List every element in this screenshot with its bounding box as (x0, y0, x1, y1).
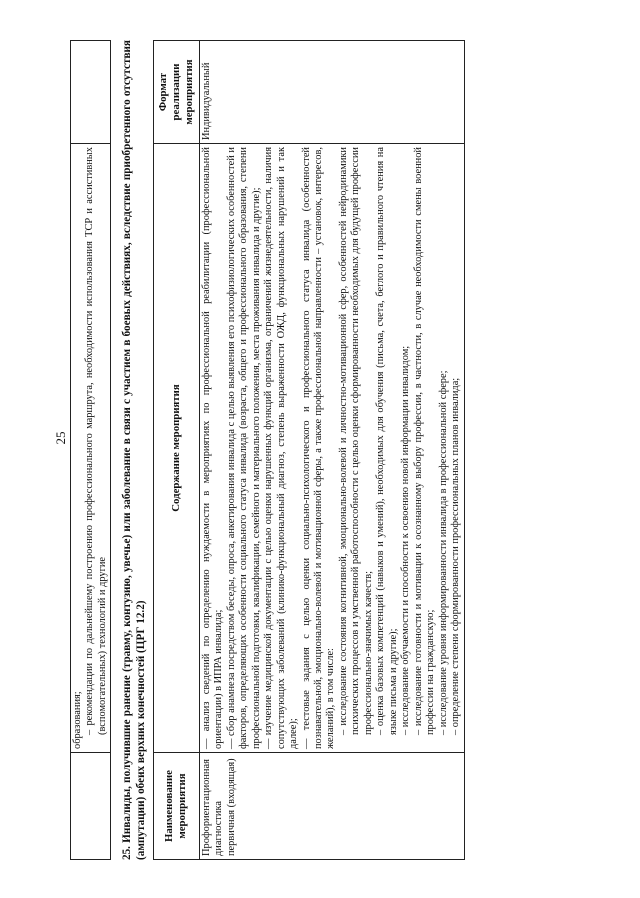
continued-table (70, 40, 111, 860)
continued-content-cell (71, 144, 111, 753)
table-header-row (153, 41, 199, 860)
rotated-page-content (70, 40, 590, 860)
content-subitem: – определение степени сформированности профессиональных планов инвалида; (450, 377, 462, 735)
content-subitem: – исследование готовности и мотивации к осознанному выбору профессии, в частности, в случае необходимости смены военной профессии на гражданскую; (412, 147, 437, 735)
continued-line: – рекомендации по дальнейшему построению профессионального маршрута, необходимости использования ТСР и ассистивных (вспомогательных) технологий и другие (84, 147, 108, 735)
activity-format-cell: Индивидуальный (199, 41, 464, 144)
content-subitem: – исследование состояния когнитивной, эмоционально-волевой и личностно-мотивационной сфер, особенностей нейродинамики психических процессов и умственной работоспособности с целью оценки сформированности необходимых для будущей профессии профессионально-значимых качеств; (337, 147, 374, 735)
content-item: — изучение медицинской документации с целью оценки нарушенных функций организма, ограничений жизнедеятельности, наличия сопутствующих заболеваний (клинико-функциональный диагноз, степень выраженности ОЖД, функциональных нарушений и так далее); (263, 147, 300, 749)
header-format: Формат реализации мероприятия (153, 41, 199, 144)
content-item: — тестовые задания с целью оценки социально-психологического и профессионального статуса инвалида (особенностей познавательной, эмоционально-волевой и мотивационной сферы, а также профессиональной направленности – установок, интересов, желаний), в том числе: (300, 147, 337, 749)
content-subitem: – исследование обучаемости и способности к освоению новой информации инвалидом; (400, 345, 412, 735)
continued-format-cell (71, 41, 111, 144)
activity-content-cell (199, 144, 464, 753)
content-item: — сбор анамнеза посредством беседы, опроса, анкетирования инвалида с целью выявления его психофизиологических особенностей и факторов, определяющих особенности социального статуса инвалида (возраста, общего и профессионального образования, степени профессиональной подготовки, квалификации, семейного и материального положения, места проживания инвалида и другие); (225, 147, 262, 749)
header-content: Содержание мероприятия (153, 144, 199, 753)
page-number: 25 (53, 431, 68, 445)
table-row (199, 41, 464, 860)
content-subitem: – оценка базовых компетенций (навыков и умений), необходимых для обучения (письма, счета, беглого и правильного чтения на языке письма и другие); (375, 147, 399, 735)
activity-name-cell: Профориентационная диагностика первичная (входящая) (199, 753, 464, 860)
continued-name-cell (71, 753, 111, 860)
continued-line: образования; (72, 691, 83, 749)
content-item: — анализ сведений по определению нуждаемости в мероприятиях по профессиональной реабилитации (профессиональной ориентации) в ИПРА инвалида; (200, 147, 225, 749)
content-subitem: – исследование уровня информированности инвалида в профессиональной сфере; (437, 370, 449, 735)
header-name: Наименование мероприятия (153, 753, 199, 860)
activities-table (153, 40, 465, 860)
section-title: 25. Инвалиды, получившие ранение (травму, контузию, увечье) или заболевание в связи с участием в боевых действиях, вследствие приобретенного отсутствия (ампутации) обеих верхних конечностей (ЦРГ 12.2) (121, 40, 148, 860)
